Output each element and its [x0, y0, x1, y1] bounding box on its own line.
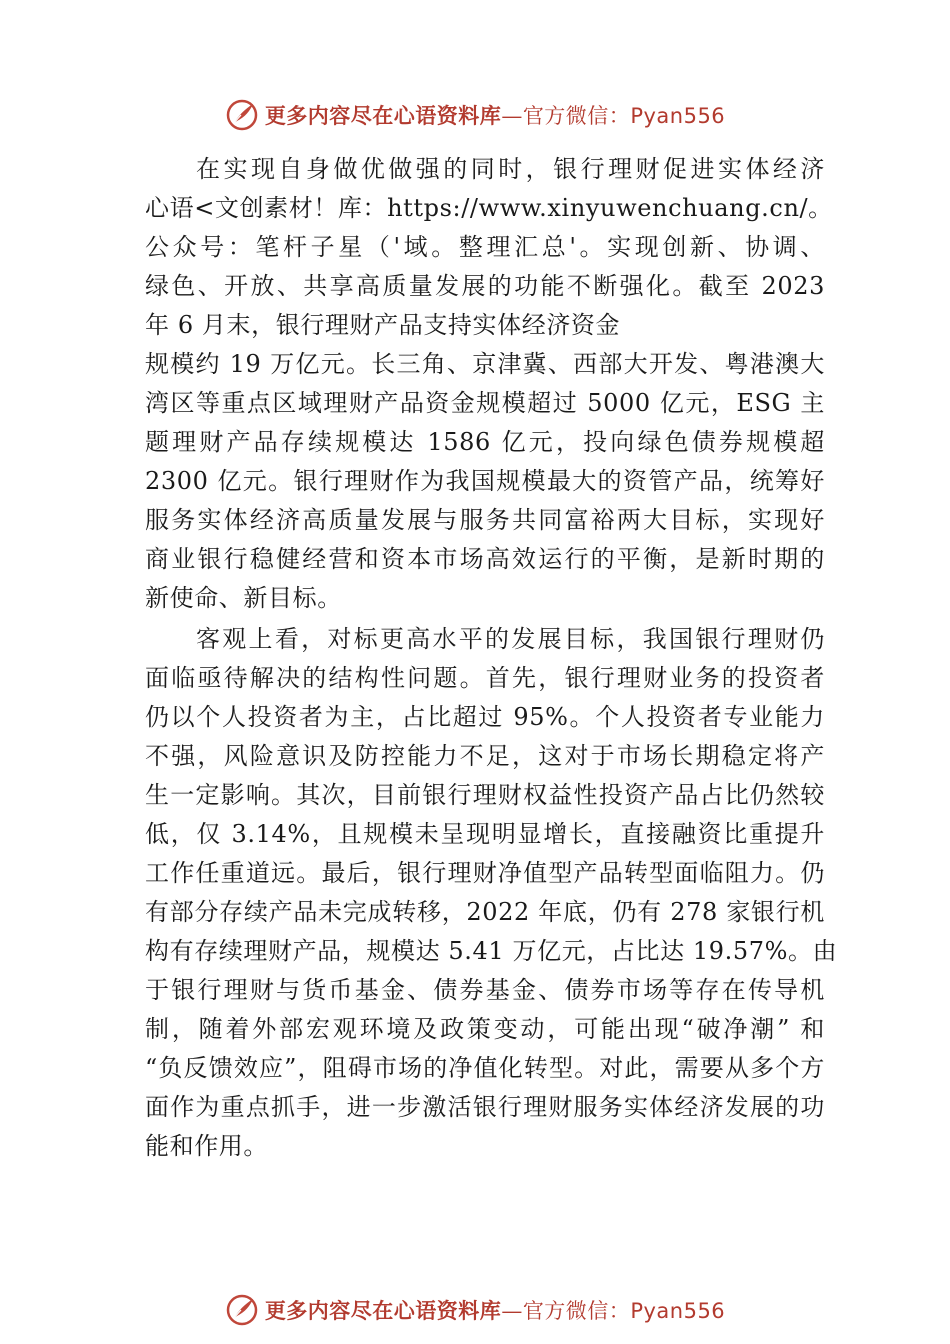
watermark-main: 更多内容尽在心语资料库	[264, 103, 502, 128]
watermark-wechat-label: 官方微信：	[522, 1299, 631, 1323]
text-line: 服务实体经济高质量发展与服务共同富裕两大目标，实现好	[145, 506, 825, 534]
text-line: 制，随着外部宏观环境及政策变动，可能出现“破净潮” 和	[145, 1015, 825, 1043]
paragraph-1	[145, 150, 833, 618]
text-line: 有部分存续产品未完成转移，2022 年底，仍有 278 家银行机	[145, 898, 825, 926]
text-line: 心语<文创素材！库：https://www.xinyuwenchuang.cn/。	[145, 194, 833, 222]
text-line: 构有存续理财产品，规模达 5.41 万亿元，占比达 19.57%。由	[145, 937, 838, 965]
text-line: 规模约 19 万亿元。长三角、京津冀、西部大开发、粤港澳大	[145, 350, 825, 378]
text-line: 2300 亿元。银行理财作为我国规模最大的资管产品，统筹好	[145, 467, 825, 495]
text-line: “负反馈效应”，阻碍市场的净值化转型。对此，需要从多个方	[145, 1054, 825, 1082]
watermark-text	[265, 100, 725, 130]
text-line: 面临亟待解决的结构性问题。首先，银行理财业务的投资者	[145, 664, 825, 692]
watermark-text	[265, 1295, 725, 1325]
watermark-wechat-label: 官方微信：	[522, 104, 631, 128]
text-line: 生一定影响。其次，目前银行理财权益性投资产品占比仍然较	[145, 781, 825, 809]
footer-watermark	[0, 1290, 950, 1330]
paragraph-2	[145, 620, 838, 1166]
text-line: 于银行理财与货币基金、债券基金、债券市场等存在传导机	[145, 976, 825, 1004]
text-line: 在实现自身做优做强的同时，银行理财促进实体经济	[196, 155, 825, 183]
watermark-separator: —	[501, 1299, 523, 1323]
text-line: 商业银行稳健经营和资本市场高效运行的平衡，是新时期的	[145, 545, 825, 573]
header-watermark	[0, 95, 950, 135]
text-line: 客观上看，对标更高水平的发展目标，我国银行理财仍	[196, 625, 825, 653]
text-line: 能和作用。	[145, 1132, 268, 1160]
text-line: 工作任重道远。最后，银行理财净值型产品转型面临阻力。仍	[145, 859, 825, 887]
watermark-wechat-id: Pyan556	[630, 104, 726, 128]
text-line: 公众号：笔杆子星（'域。整理汇总'。实现创新、协调、	[145, 233, 825, 261]
text-line: 年 6 月末，银行理财产品支持实体经济资金	[145, 311, 621, 339]
quill-logo-icon	[225, 1293, 259, 1327]
document-body	[145, 150, 838, 1166]
watermark-main: 更多内容尽在心语资料库	[264, 1298, 502, 1323]
text-line: 仍以个人投资者为主，占比超过 95%。个人投资者专业能力	[145, 703, 825, 731]
text-line: 低，仅 3.14%，且规模未呈现明显增长，直接融资比重提升	[145, 820, 825, 848]
text-line: 新使命、新目标。	[145, 584, 342, 612]
watermark-separator: —	[501, 104, 523, 128]
quill-logo-icon	[225, 98, 259, 132]
text-line: 湾区等重点区域理财产品资金规模超过 5000 亿元，ESG 主	[145, 389, 825, 417]
watermark-wechat-id: Pyan556	[630, 1299, 726, 1323]
text-line: 题理财产品存续规模达 1586 亿元，投向绿色债券规模超	[145, 428, 825, 456]
text-line: 绿色、开放、共享高质量发展的功能不断强化。截至 2023	[145, 272, 825, 300]
text-line: 不强，风险意识及防控能力不足，这对于市场长期稳定将产	[145, 742, 825, 770]
text-line: 面作为重点抓手，进一步激活银行理财服务实体经济发展的功	[145, 1093, 825, 1121]
